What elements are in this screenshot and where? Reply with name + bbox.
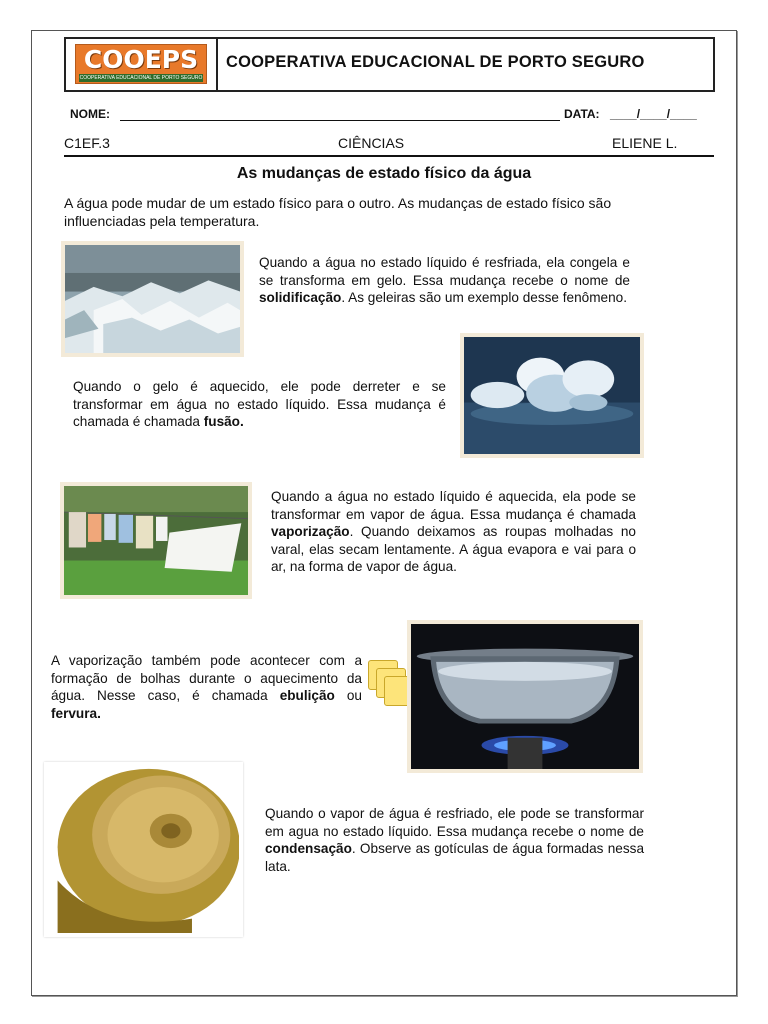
teacher-name: ELIENE L. — [612, 135, 678, 151]
vaporization-text-1: Quando a água no estado líquido é aquecida, ela pode se transformar em vapor de água. Essa mudança é chamada — [271, 489, 636, 522]
ice-cubes-photo — [460, 333, 644, 458]
header-box — [64, 37, 715, 92]
boiling-term-2: fervura. — [51, 705, 101, 721]
condensation-text-2: . Observe as gotículas de água formadas nessa lata. — [265, 841, 644, 874]
condensation-text — [265, 805, 644, 875]
clothesline-photo — [60, 482, 252, 599]
fusion-term: fusão. — [203, 414, 244, 430]
name-field[interactable] — [120, 120, 560, 121]
vaporization-term: vaporização — [271, 524, 350, 540]
boiling-pot-photo — [407, 620, 643, 773]
solidification-term: solidificação — [259, 290, 342, 306]
school-name: COOPERATIVA EDUCACIONAL DE PORTO SEGURO — [226, 53, 645, 71]
info-row — [64, 135, 714, 157]
logo-text: COOEPS — [83, 45, 199, 74]
boiling-text-2: ou — [334, 688, 362, 704]
fusion-text-1: Quando o gelo é aquecido, ele pode derreter e se transformar em água no estado líquido. Essa mudança é chamada é chamada — [73, 379, 446, 430]
can-droplets-photo — [44, 762, 243, 937]
name-label: NOME: — [70, 107, 110, 121]
date-label: DATA: — [564, 107, 600, 121]
date-field[interactable]: ____/____/____ — [610, 107, 697, 121]
subject: CIÊNCIAS — [338, 135, 405, 151]
intro-text: A água pode mudar de um estado físico para o outro. As mudanças de estado físico são influenciadas pela temperatura. — [64, 195, 612, 229]
boiling-text-1: A vaporização também pode acontecer com a formação de bolhas durante o aquecimento da água. Nesse caso, é chamada — [51, 653, 362, 704]
school-logo — [75, 44, 207, 84]
logo-cell — [66, 39, 218, 90]
vaporization-text-2: . Quando deixamos as roupas molhadas no varal, elas secam lentamente. A água evapora e vai para o ar, na forma de vapor de água. — [271, 524, 636, 575]
fusion-text — [73, 378, 446, 431]
boiling-text — [51, 652, 362, 722]
solidification-text — [259, 254, 630, 307]
page-title: As mudanças de estado físico da água — [236, 165, 532, 182]
glacier-photo — [61, 241, 244, 357]
solidification-text-2: . As geleiras são um exemplo desse fenômeno. — [341, 290, 627, 306]
condensation-term: condensação — [265, 841, 352, 857]
condensation-text-1: Quando o vapor de água é resfriado, ele pode se transformar em agua no estado líquido. Essa mudança recebe o nome de — [265, 806, 644, 839]
logo-subtext: COOPERATIVA EDUCACIONAL DE PORTO SEGURO — [79, 75, 203, 81]
solidification-text-1: Quando a água no estado líquido é resfriada, ela congela e se transforma em gelo. Essa mudança recebe o nome de — [259, 255, 630, 288]
boiling-term: ebulição — [279, 688, 335, 704]
class-code: C1EF.3 — [64, 135, 110, 151]
vaporization-text — [271, 488, 636, 576]
